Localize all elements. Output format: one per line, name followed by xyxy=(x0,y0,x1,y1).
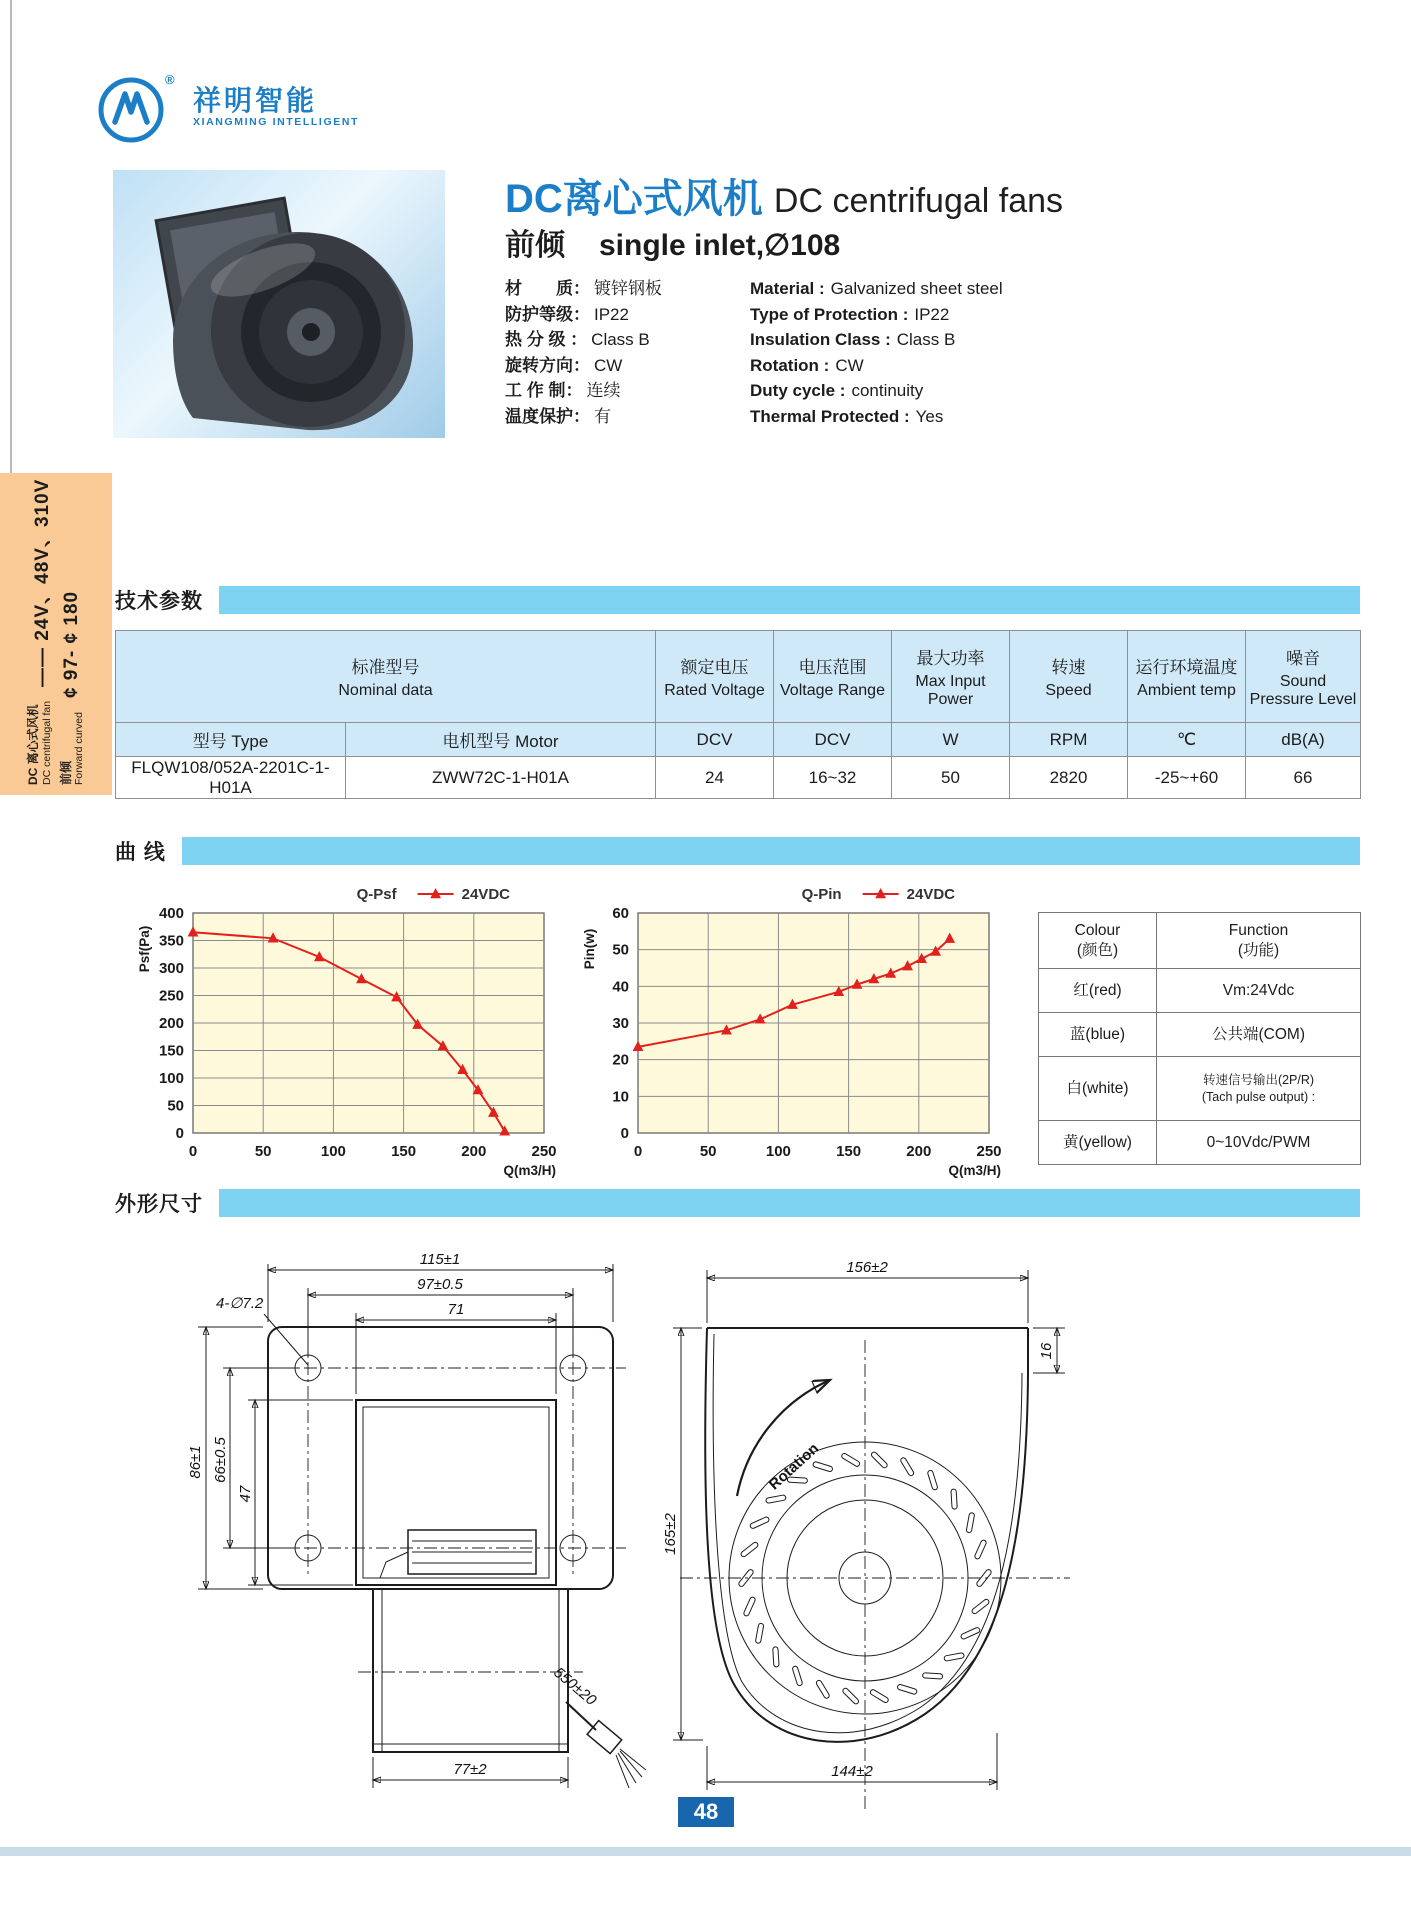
spec-value: 有 xyxy=(594,406,611,426)
spec-value-en: continuity xyxy=(851,381,924,400)
spec-value-en: Galvanized sheet steel xyxy=(830,279,1003,298)
svg-text:200: 200 xyxy=(906,1143,932,1160)
wire-function: 0~10Vdc/PWM xyxy=(1157,1121,1361,1165)
unit-dcv1: DCV xyxy=(656,723,774,757)
section-dimensions-banner xyxy=(219,1189,1360,1217)
svg-text:Q-Psf: Q-Psf xyxy=(356,886,397,903)
svg-text:10: 10 xyxy=(612,1088,629,1106)
spec-label-en: Material : xyxy=(750,279,825,298)
svg-text:30: 30 xyxy=(612,1015,629,1032)
svg-text:Q(m3/H): Q(m3/H) xyxy=(948,1163,1001,1178)
wire-header-row xyxy=(1039,913,1361,969)
chart-svg xyxy=(121,879,558,1179)
table-header-row xyxy=(116,631,1361,723)
spec-label-en: Rotation : xyxy=(750,355,830,375)
spec-label: 旋转方向： xyxy=(505,355,590,375)
sidebar-rotated-text xyxy=(0,473,112,795)
svg-text:0: 0 xyxy=(175,1125,184,1142)
svg-text:40: 40 xyxy=(612,978,629,996)
brand-name-en: XIANGMING INTELLIGENT xyxy=(193,116,360,129)
unit-motor: 电机型号 Motor xyxy=(346,723,656,757)
svg-text:50: 50 xyxy=(612,941,629,959)
dim-115: 115±1 xyxy=(419,1251,461,1268)
title-block xyxy=(505,176,1385,429)
unit-dcv2: DCV xyxy=(774,723,892,757)
header-speed: 转速 Speed xyxy=(1010,631,1128,723)
spec-value: 镀锌钢板 xyxy=(594,279,662,298)
spec-label: 温度保护： xyxy=(505,406,590,426)
section-curves-banner xyxy=(182,837,1360,865)
sidebar-series-voltages: —— 24V、48V、310V xyxy=(31,478,53,687)
cell-voltage-range: 16~32 xyxy=(774,757,892,799)
spec-row-thermal xyxy=(505,404,1385,430)
section-parameters-label: 技术参数 xyxy=(115,590,203,613)
svg-text:0: 0 xyxy=(633,1143,643,1160)
header-ambient-temp: 运行环境温度 Ambient temp xyxy=(1128,631,1246,723)
spec-label-en: Type of Protection : xyxy=(750,304,909,324)
left-rule-divider xyxy=(10,0,12,473)
svg-text:150: 150 xyxy=(836,1143,862,1160)
spec-label-en: Duty cycle : xyxy=(750,381,846,400)
header-voltage-range: 电压范围 Voltage Range xyxy=(774,631,892,723)
svg-text:Q(m3/H): Q(m3/H) xyxy=(503,1163,556,1178)
unit-w: W xyxy=(892,723,1010,757)
svg-text:100: 100 xyxy=(765,1143,791,1160)
sidebar-type-en: Forward curved xyxy=(73,712,86,785)
dim-holes: 4-∅7.2 xyxy=(216,1295,264,1312)
brand-logo-icon xyxy=(95,68,181,146)
unit-rpm: RPM xyxy=(1010,723,1128,757)
dim-71: 71 xyxy=(447,1301,465,1318)
svg-text:24VDC: 24VDC xyxy=(461,886,510,903)
unit-celsius: ℃ xyxy=(1128,723,1246,757)
dim-144: 144±2 xyxy=(831,1763,873,1780)
header-nominal: 标准型号 Nominal data xyxy=(116,631,656,723)
brand-name-cn: 祥明智能 xyxy=(193,84,318,116)
spec-value-en: IP22 xyxy=(914,304,950,324)
wire-colour: 白(white) xyxy=(1039,1057,1157,1121)
dim-66: 66±0.5 xyxy=(212,1437,229,1483)
chart-q-pin xyxy=(566,879,1003,1179)
svg-text:50: 50 xyxy=(167,1097,184,1115)
table-data-row xyxy=(116,757,1361,799)
cell-speed: 2820 xyxy=(1010,757,1128,799)
spec-value: 连续 xyxy=(586,381,621,400)
page-number: 48 xyxy=(678,1797,734,1827)
section-dimensions-label: 外形尺寸 xyxy=(115,1193,203,1216)
subtitle-en: single inlet,∅108 xyxy=(599,229,841,262)
svg-text:250: 250 xyxy=(158,987,184,1005)
svg-text:150: 150 xyxy=(391,1143,417,1160)
svg-text:0: 0 xyxy=(188,1143,198,1160)
svg-text:Q-Pin: Q-Pin xyxy=(801,886,842,903)
svg-text:0: 0 xyxy=(620,1125,629,1142)
cell-noise: 66 xyxy=(1246,757,1361,799)
unit-type: 型号 Type xyxy=(116,723,346,757)
dim-156: 156±2 xyxy=(846,1259,888,1276)
spec-value-en: Yes xyxy=(915,406,944,426)
svg-text:150: 150 xyxy=(158,1042,184,1060)
section-parameters xyxy=(115,585,1360,615)
svg-text:200: 200 xyxy=(158,1015,184,1032)
svg-text:50: 50 xyxy=(254,1143,272,1160)
wire-function: 公共端(COM) xyxy=(1157,1013,1361,1057)
dim-16: 16 xyxy=(1038,1342,1055,1360)
cell-ambient: -25~+60 xyxy=(1128,757,1246,799)
spec-value-en: CW xyxy=(835,355,864,375)
wire-colour: 蓝(blue) xyxy=(1039,1013,1157,1057)
svg-text:200: 200 xyxy=(461,1143,487,1160)
spec-row-insulation xyxy=(505,327,1385,353)
svg-text:100: 100 xyxy=(158,1070,184,1087)
sidebar-series-row xyxy=(27,473,54,785)
product-photo xyxy=(113,170,445,438)
spec-value: CW xyxy=(594,355,623,375)
svg-text:400: 400 xyxy=(158,905,184,922)
section-parameters-banner xyxy=(219,586,1360,614)
section-curves-label: 曲 线 xyxy=(115,841,166,864)
svg-text:50: 50 xyxy=(699,1143,717,1160)
dimension-drawing-side xyxy=(645,1228,1085,1838)
svg-text:250: 250 xyxy=(976,1143,1002,1160)
sidebar-type-row xyxy=(60,473,86,785)
spec-label: 防护等级： xyxy=(505,304,590,324)
sidebar-type-range: ¢ 97- ¢ 180 xyxy=(61,590,83,699)
dim-47: 47 xyxy=(237,1485,254,1503)
sidebar-type-cn: 前倾 xyxy=(58,760,73,785)
spec-row-duty xyxy=(505,378,1385,404)
spec-label: 材 质： xyxy=(505,279,590,298)
wire-colour: 红(red) xyxy=(1039,969,1157,1013)
dim-97: 97±0.5 xyxy=(417,1276,463,1293)
spec-row-protection xyxy=(505,302,1385,328)
cell-max-power: 50 xyxy=(892,757,1010,799)
wire-row-blue xyxy=(1039,1013,1361,1057)
cell-model: FLQW108/052A-2201C-1-H01A xyxy=(116,757,346,799)
spec-label-en: Insulation Class : xyxy=(750,330,891,349)
spec-value-en: Class B xyxy=(896,330,956,349)
svg-text:Pin(w): Pin(w) xyxy=(582,928,597,970)
fan-illustration xyxy=(113,170,445,438)
wire-header-colour: Colour (颜色) xyxy=(1039,913,1157,969)
dim-165: 165±2 xyxy=(662,1513,679,1555)
wire-row-red xyxy=(1039,969,1361,1013)
svg-text:24VDC: 24VDC xyxy=(906,886,955,903)
svg-text:60: 60 xyxy=(612,905,629,922)
cell-rated-voltage: 24 xyxy=(656,757,774,799)
title-cn: DC离心式风机 xyxy=(505,177,763,221)
svg-text:250: 250 xyxy=(531,1143,557,1160)
header-max-power: 最大功率 Max Input Power xyxy=(892,631,1010,723)
wire-function-table xyxy=(1038,912,1361,1165)
subtitle-cn: 前倾 xyxy=(505,229,565,262)
dim-77: 77±2 xyxy=(453,1761,487,1778)
svg-text:300: 300 xyxy=(158,960,184,977)
page-title xyxy=(505,176,1385,224)
spec-list xyxy=(505,276,1385,429)
unit-dba: dB(A) xyxy=(1246,723,1361,757)
spec-label: 工 作 制： xyxy=(505,381,583,400)
chart-svg xyxy=(566,879,1003,1179)
spec-row-rotation xyxy=(505,353,1385,379)
chart-q-psf xyxy=(121,879,558,1179)
dim-86: 86±1 xyxy=(187,1445,204,1479)
wire-function: Vm:24Vdc xyxy=(1157,969,1361,1013)
wire-row-white xyxy=(1039,1057,1361,1121)
page-subtitle xyxy=(505,226,1385,266)
wire-function: 转速信号输出(2P/R) (Tach pulse output) : xyxy=(1157,1057,1361,1121)
spec-label: 热 分 级 ： xyxy=(505,330,588,349)
svg-text:100: 100 xyxy=(320,1143,346,1160)
svg-text:20: 20 xyxy=(612,1051,629,1069)
section-curves xyxy=(115,836,1360,866)
title-en: DC centrifugal fans xyxy=(773,182,1064,220)
spec-row-material xyxy=(505,276,1385,302)
wire-colour: 黄(yellow) xyxy=(1039,1121,1157,1165)
header-noise: 噪音 Sound Pressure Level xyxy=(1246,631,1361,723)
brand-logo xyxy=(95,68,359,146)
rotation-label: Rotation xyxy=(765,1439,823,1494)
footer-bar xyxy=(0,1847,1411,1856)
wire-header-function: Function (功能) xyxy=(1157,913,1361,969)
registered-mark-icon: ® xyxy=(165,72,175,87)
parameters-table xyxy=(115,630,1361,799)
svg-text:350: 350 xyxy=(158,932,184,950)
table-unit-row xyxy=(116,723,1361,757)
spec-label-en: Thermal Protected : xyxy=(750,406,910,426)
dim-cable: 550±20 xyxy=(550,1663,600,1710)
sidebar-series-en: DC centrifugal fan xyxy=(40,700,53,785)
spec-value: Class B xyxy=(591,330,650,349)
cell-motor: ZWW72C-1-H01A xyxy=(346,757,656,799)
spec-value: IP22 xyxy=(594,304,629,324)
header-rated-voltage: 额定电压 Rated Voltage xyxy=(656,631,774,723)
section-dimensions xyxy=(115,1188,1360,1218)
svg-text:Psf(Pa): Psf(Pa) xyxy=(137,925,152,973)
dimension-drawing-front xyxy=(168,1232,648,1812)
wire-row-yellow xyxy=(1039,1121,1361,1165)
sidebar-series-cn: DC 离心式风机 xyxy=(26,704,41,785)
